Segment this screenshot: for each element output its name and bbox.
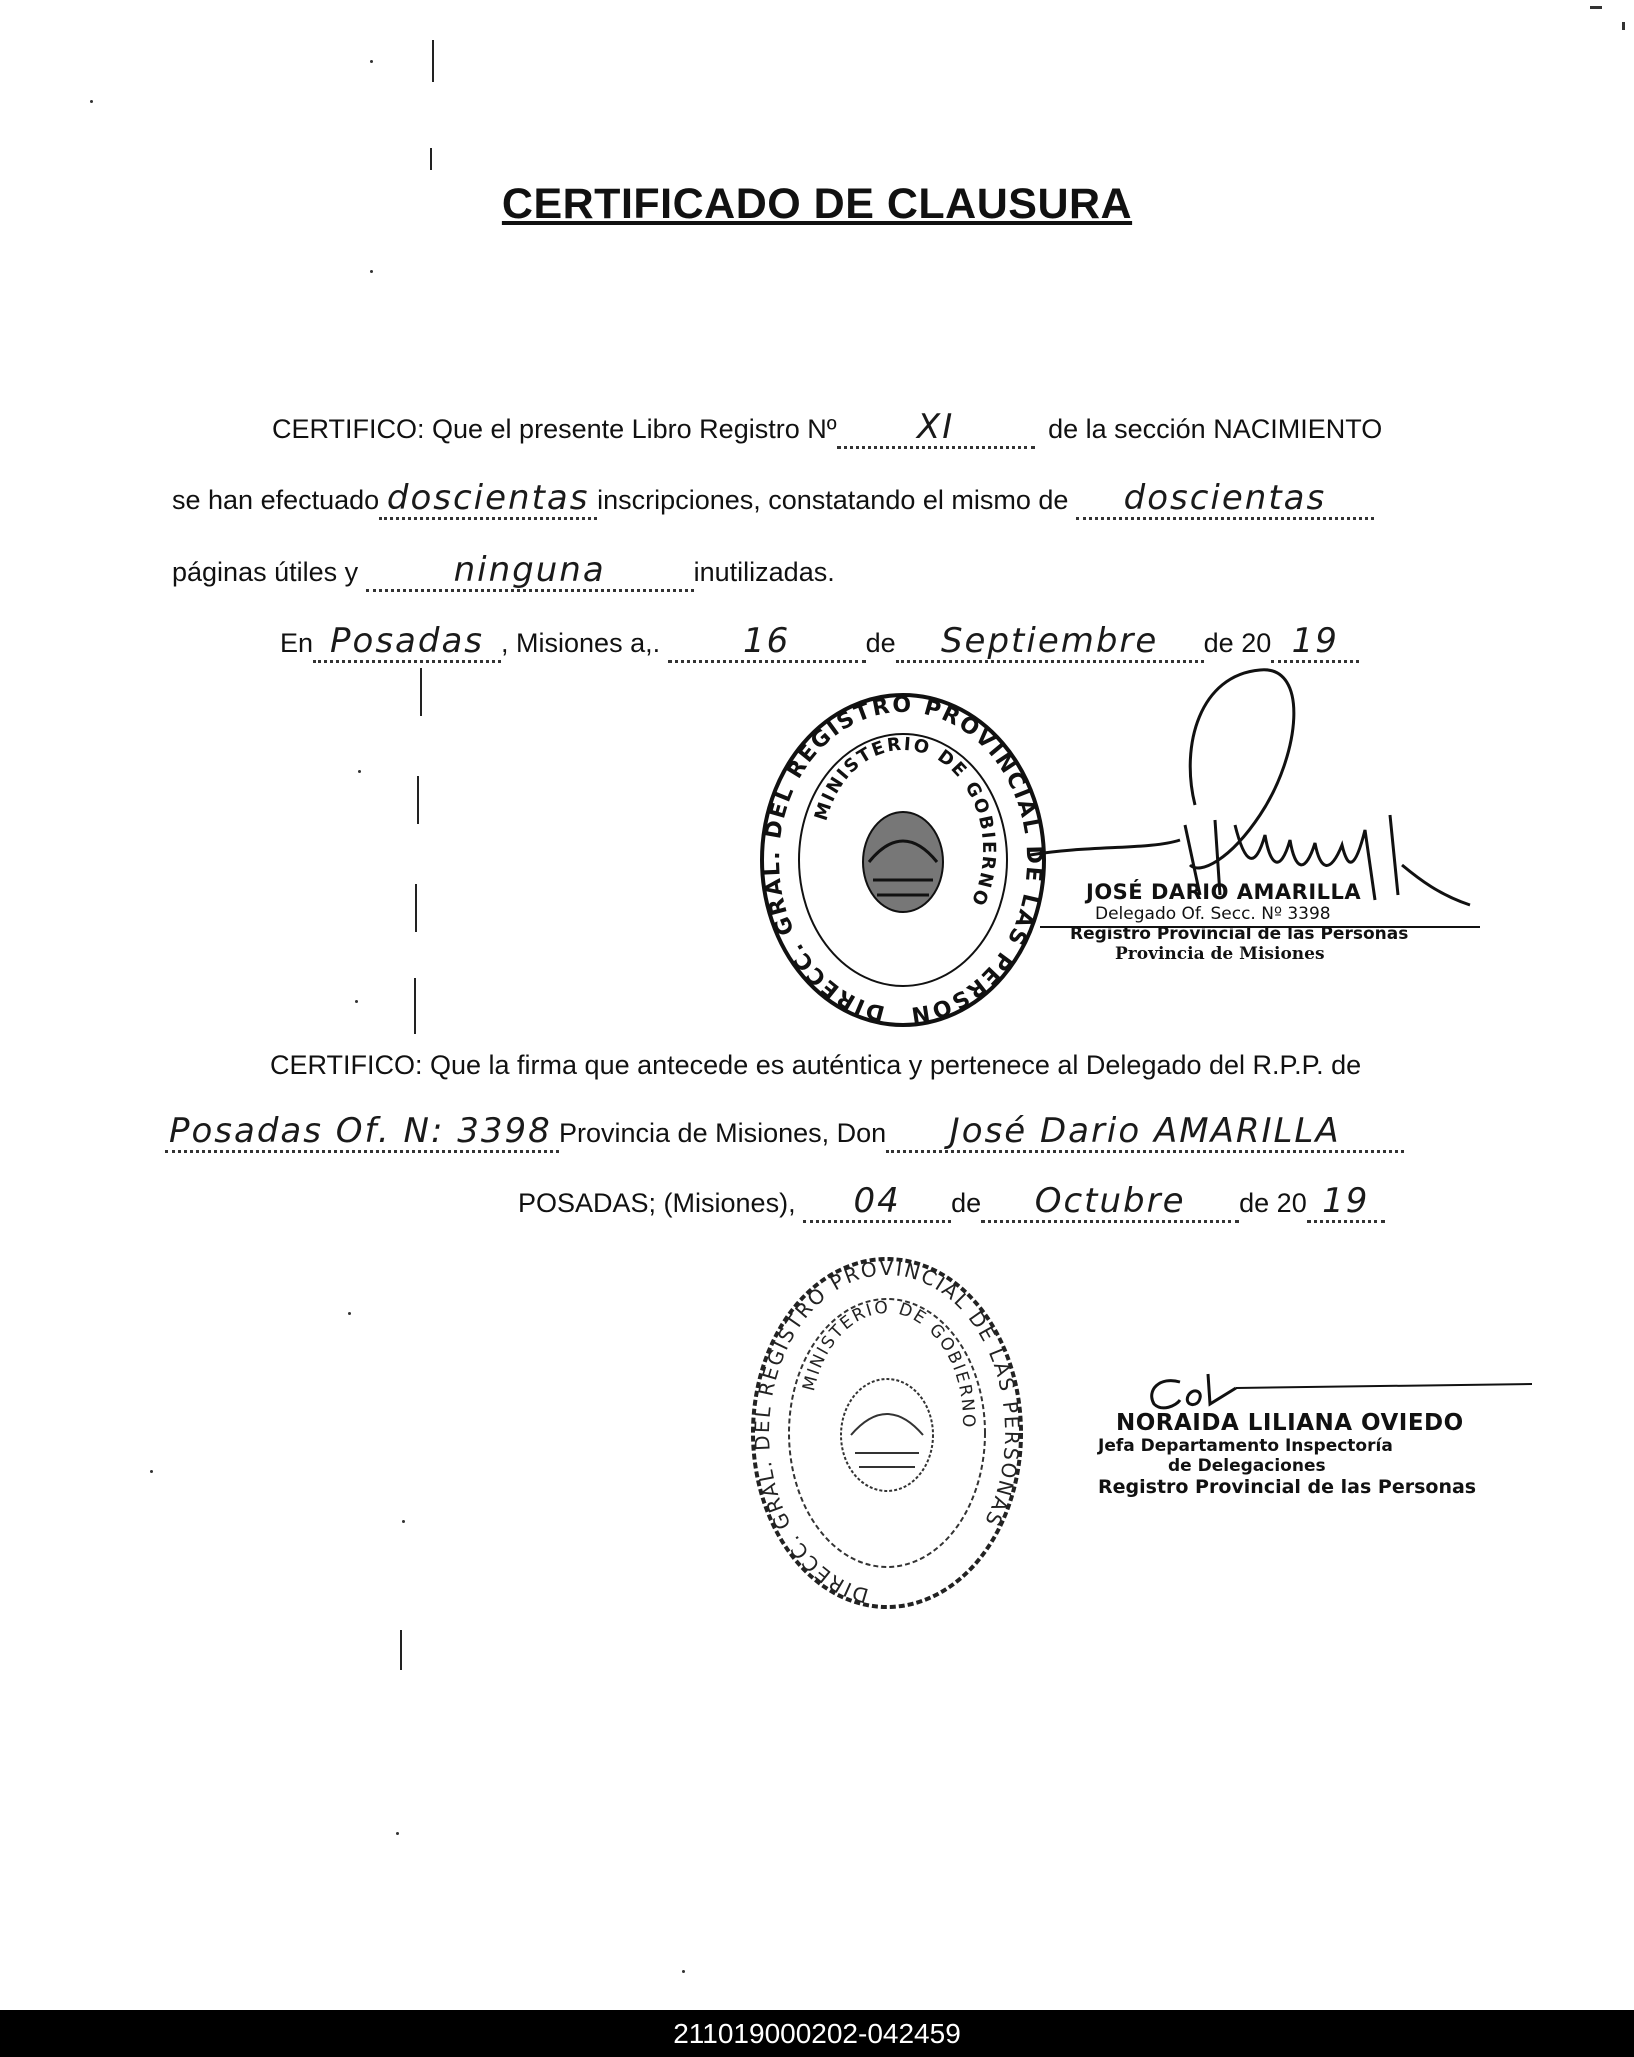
handwritten-value: doscientas bbox=[386, 478, 590, 518]
cert1-text: inutilizadas. bbox=[693, 557, 835, 587]
signer1-title: Delegado Of. Secc. Nº 3398 bbox=[1095, 904, 1331, 924]
document-title: CERTIFICADO DE CLAUSURA bbox=[501, 180, 1133, 228]
official-seal bbox=[747, 1253, 1027, 1613]
scan-artifact bbox=[400, 1630, 402, 1670]
delegate-name-field bbox=[886, 1111, 1404, 1153]
signer1-name: JOSÉ DARIO AMARILLA bbox=[1086, 880, 1362, 904]
cert1-text: inscripciones, constatando el mismo de bbox=[597, 485, 1069, 515]
scan-artifact bbox=[396, 1832, 399, 1835]
cert1-line4 bbox=[280, 621, 1359, 663]
handwritten-value: 19 bbox=[1322, 1181, 1370, 1221]
signer1-block bbox=[1070, 880, 1408, 964]
coat-of-arms-icon bbox=[863, 812, 943, 912]
office-field bbox=[165, 1111, 559, 1153]
scan-artifact bbox=[348, 1312, 351, 1315]
cert1-text: de 20 bbox=[1203, 628, 1272, 658]
cert2-text: POSADAS; (Misiones), bbox=[518, 1188, 796, 1218]
signer2-title: Jefa Departamento Inspectoría bbox=[1098, 1436, 1393, 1456]
handwritten-value: 19 bbox=[1291, 621, 1339, 661]
cert1-text: de la sección NACIMIENTO bbox=[1048, 414, 1383, 444]
pages-field bbox=[1076, 478, 1374, 520]
scan-artifact bbox=[370, 60, 373, 63]
void-pages-field bbox=[366, 550, 694, 592]
signer1-org: Registro Provincial de las Personas bbox=[1070, 924, 1409, 944]
official-seal bbox=[757, 690, 1049, 1030]
cert1-text: CERTIFICO: Que el presente Libro Registro Nº bbox=[272, 414, 837, 444]
scan-artifact bbox=[414, 978, 416, 1034]
cert1-line3 bbox=[172, 550, 835, 592]
cert1-line1 bbox=[272, 407, 1383, 449]
month-field bbox=[896, 621, 1204, 663]
cert2-line1 bbox=[270, 1048, 1361, 1082]
handwritten-value: Septiembre bbox=[940, 621, 1159, 661]
cert1-text: En bbox=[280, 628, 314, 658]
handwritten-value: ninguna bbox=[453, 550, 606, 590]
scan-artifact bbox=[370, 270, 373, 273]
cert1-line2 bbox=[172, 478, 1374, 520]
scan-artifact bbox=[432, 40, 434, 82]
handwritten-value: XI bbox=[916, 407, 955, 447]
cert1-text: páginas útiles y bbox=[172, 557, 359, 587]
scan-artifact bbox=[1590, 6, 1602, 9]
scan-artifact bbox=[90, 100, 93, 103]
scan-artifact bbox=[420, 668, 422, 716]
cert2-text: CERTIFICO: Que la firma que antecede es auténtica y pertenece al Delegado del R.P.P. de bbox=[270, 1050, 1362, 1080]
cert2-text: Provincia de Misiones, Don bbox=[559, 1118, 887, 1148]
scan-artifact bbox=[150, 1470, 153, 1473]
inscriptions-field bbox=[379, 478, 597, 520]
signer2-block bbox=[1098, 1410, 1476, 1498]
seal-inner-text: MINISTERIO DE GOBIERNO bbox=[799, 1297, 979, 1430]
cert2-text: de bbox=[951, 1188, 982, 1218]
scan-artifact bbox=[682, 1970, 685, 1973]
year-field bbox=[1307, 1181, 1385, 1223]
handwritten-value: 16 bbox=[742, 621, 791, 661]
scan-artifact bbox=[355, 1000, 358, 1003]
document-id: 211019000202-042459 bbox=[673, 2018, 961, 2049]
cert1-text: de bbox=[865, 628, 896, 658]
handwritten-value: 04 bbox=[853, 1181, 901, 1221]
handwritten-value: Octubre bbox=[1034, 1181, 1186, 1221]
signer2-dept: de Delegaciones bbox=[1168, 1456, 1326, 1476]
handwritten-value: José Dario AMARILLA bbox=[949, 1111, 1341, 1151]
svg-text:MINISTERIO DE GOBIERNO bbox=[799, 1298, 978, 1430]
month-field bbox=[981, 1181, 1239, 1223]
scan-artifact bbox=[402, 1520, 405, 1523]
book-number-field bbox=[837, 407, 1035, 449]
seal-outer-text: DIRECC. GRAL. DEL REGISTRO PROVINCIAL DE LAS PERSON bbox=[759, 692, 1047, 1028]
scan-artifact bbox=[417, 776, 419, 824]
coat-of-arms-icon bbox=[841, 1379, 933, 1491]
scan-artifact bbox=[415, 884, 417, 932]
signer2-name: NORAIDA LILIANA OVIEDO bbox=[1116, 1410, 1464, 1436]
city-field bbox=[313, 621, 501, 663]
handwritten-value: Posadas Of. N: 3398 bbox=[169, 1111, 552, 1151]
cert2-text: de 20 bbox=[1239, 1188, 1307, 1218]
scan-artifact bbox=[430, 148, 432, 170]
scan-artifact bbox=[358, 770, 361, 773]
handwritten-value: doscientas bbox=[1123, 478, 1327, 518]
day-field bbox=[668, 621, 866, 663]
cert2-line3 bbox=[518, 1181, 1385, 1223]
seal-inner-text: MINISTERIO DE GOBIERNO bbox=[810, 733, 1000, 911]
handwritten-value: Posadas bbox=[330, 621, 485, 661]
year-field bbox=[1271, 621, 1359, 663]
signer2-org: Registro Provincial de las Personas bbox=[1098, 1476, 1477, 1498]
seal-outer-text: DIRECC. GRAL. DEL REGISTRO PROVINCIAL DE LAS PERSONAS bbox=[749, 1255, 1025, 1608]
scan-artifact bbox=[1622, 22, 1625, 30]
cert1-text: se han efectuado bbox=[172, 485, 380, 515]
cert1-text: , Misiones a,. bbox=[501, 628, 661, 658]
day-field bbox=[803, 1181, 951, 1223]
cert2-line2 bbox=[165, 1111, 1404, 1153]
document-id-bar bbox=[0, 2010, 1634, 2057]
signer1-province: Provincia de Misiones bbox=[1115, 944, 1325, 964]
